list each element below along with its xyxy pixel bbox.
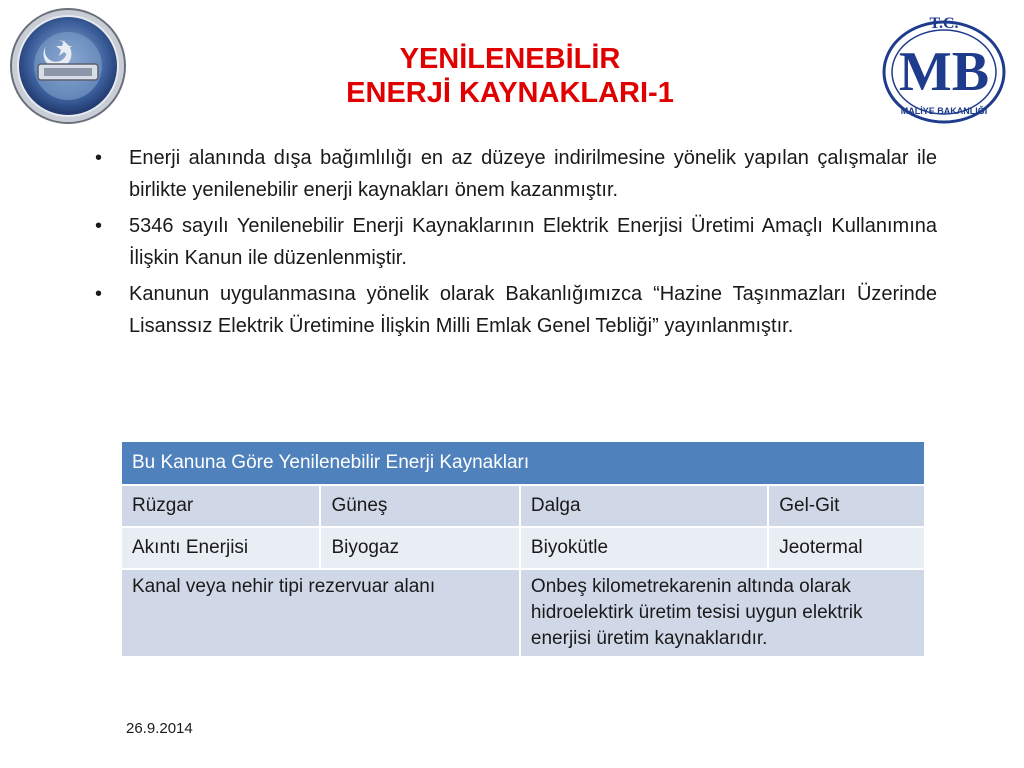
table-cell: Akıntı Enerjisi bbox=[121, 527, 320, 569]
table-cell: Güneş bbox=[320, 485, 519, 527]
table-row bbox=[121, 527, 925, 569]
table-cell: Jeotermal bbox=[768, 527, 925, 569]
bullet-text: 5346 sayılı Yenilenebilir Enerji Kaynaklarının Elektrik Enerjisi Üretimi Amaçlı Kullanımına İlişkin Kanun ile düzenlenmiştir. bbox=[129, 215, 937, 269]
bullet-item bbox=[95, 278, 937, 342]
table-row bbox=[121, 485, 925, 527]
slide-date: 26.9.2014 bbox=[126, 720, 193, 737]
bullet-text: Kanunun uygulanmasına yönelik olarak Bakanlığımızca “Hazine Taşınmazları Üzerinde Lisanssız Elektrik Üretimine İlişkin Milli Emlak Genel Tebliği” yayınlanmıştır. bbox=[129, 283, 937, 337]
milli-emlak-logo-icon bbox=[8, 6, 128, 126]
table-cell: Dalga bbox=[520, 485, 768, 527]
bullet-icon: • bbox=[95, 283, 103, 305]
title-line-2: ENERJİ KAYNAKLARI-1 bbox=[346, 77, 674, 109]
bullet-item bbox=[95, 142, 937, 206]
energy-sources-table bbox=[120, 440, 926, 658]
bullet-list bbox=[95, 142, 937, 346]
table-cell: Gel-Git bbox=[768, 485, 925, 527]
table-row bbox=[121, 569, 925, 657]
title-line-1: YENİLENEBİLİR bbox=[399, 43, 621, 75]
bullet-text: Enerji alanında dışa bağımlılığı en az düzeye indirilmesine yönelik yapılan çalışmalar ile birlikte yenilenebilir enerji kaynakları önem kazanmıştır. bbox=[129, 147, 937, 201]
logo-mb-text: MB bbox=[898, 41, 990, 103]
bullet-item bbox=[95, 210, 937, 274]
table-cell: Onbeş kilometrekarenin altında olarak hidroelektirk üretim tesisi uygun elektrik enerjisi üretim kaynaklarıdır. bbox=[520, 569, 925, 657]
bullet-icon: • bbox=[95, 215, 103, 237]
logo-tc-text: T.C. bbox=[929, 15, 959, 32]
table-header: Bu Kanuna Göre Yenilenebilir Enerji Kaynakları bbox=[121, 441, 925, 485]
bullet-icon: • bbox=[95, 147, 103, 169]
slide-title bbox=[250, 42, 770, 110]
table-cell: Biyogaz bbox=[320, 527, 519, 569]
logo-bottom-text: MALİYE BAKANLIĞI bbox=[900, 106, 988, 116]
maliye-bakanligi-logo-icon bbox=[880, 10, 1008, 128]
table-cell: Kanal veya nehir tipi rezervuar alanı bbox=[121, 569, 520, 657]
table-cell: Rüzgar bbox=[121, 485, 320, 527]
table-cell: Biyokütle bbox=[520, 527, 768, 569]
